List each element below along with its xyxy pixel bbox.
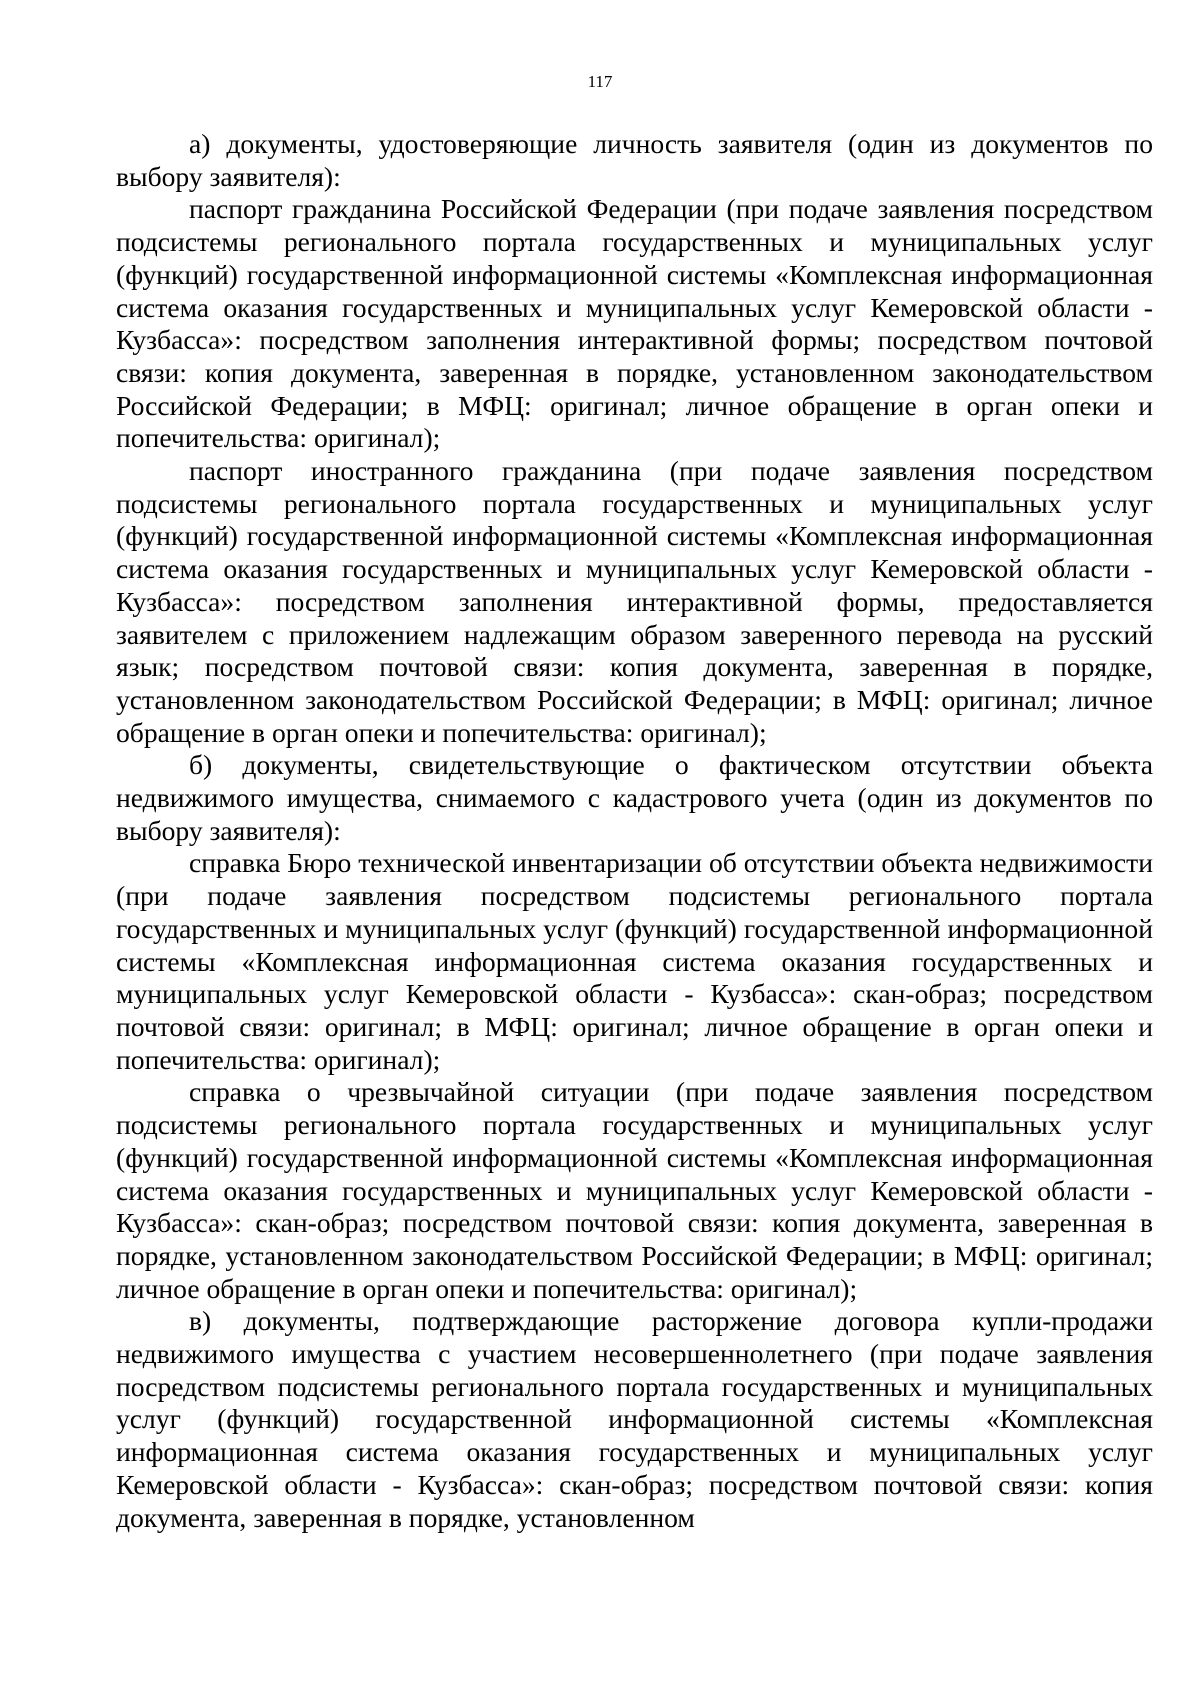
paragraph-emergency-certificate: справка о чрезвычайной ситуации (при подаче заявления посредством подсистемы регионального портала государственных и муниципальных услуг (функций) государственной информационной системы «Комплексная информационная система оказания государственных и муниципальных услуг Кемеровской области - Кузбасса»: скан-образ; посредством почтовой связи: копия документа, заверенная в порядке, установленном законодательством Российской Федерации; в МФЦ: оригинал; личное обращение в орган опеки и попечительства: оригинал); [116, 1076, 1153, 1304]
page-number: 117 [587, 72, 613, 91]
paragraph-absence-documents-heading: б) документы, свидетельствующие о фактическом отсутствии объекта недвижимого имущества, снимаемого с кадастрового учета (один из документов по выбору заявителя): [116, 749, 1153, 846]
document-body [116, 128, 1153, 1534]
paragraph-identity-documents-heading: а) документы, удостоверяющие личность заявителя (один из документов по выбору заявителя): [116, 128, 1153, 192]
paragraph-foreign-passport: паспорт иностранного гражданина (при подаче заявления посредством подсистемы регионального портала государственных и муниципальных услуг (функций) государственной информационной системы «Комплексная информационная система оказания государственных и муниципальных услуг Кемеровской области - Кузбасса»: посредством заполнения интерактивной формы, предоставляется заявителем с приложением надлежащим образом заверенного перевода на русский язык; посредством почтовой связи: копия документа, заверенная в порядке, установленном законодательством Российской Федерации; в МФЦ: оригинал; личное обращение в орган опеки и попечительства: оригинал); [116, 455, 1153, 748]
paragraph-contract-termination-documents: в) документы, подтверждающие расторжение договора купли-продажи недвижимого имущества с участием несовершеннолетнего (при подаче заявления посредством подсистемы регионального портала государственных и муниципальных услуг (функций) государственной информационной системы «Комплексная информационная система оказания государственных и муниципальных услуг Кемеровской области - Кузбасса»: скан-образ; посредством почтовой связи: копия документа, заверенная в порядке, установленном [116, 1305, 1153, 1533]
paragraph-russian-passport: паспорт гражданина Российской Федерации (при подаче заявления посредством подсистемы регионального портала государственных и муниципальных услуг (функций) государственной информационной системы «Комплексная информационная система оказания государственных и муниципальных услуг Кемеровской области - Кузбасса»: посредством заполнения интерактивной формы; посредством почтовой связи: копия документа, заверенная в порядке, установленном законодательством Российской Федерации; в МФЦ: оригинал; личное обращение в орган опеки и попечительства: оригинал); [116, 193, 1153, 454]
paragraph-bti-certificate: справка Бюро технической инвентаризации об отсутствии объекта недвижимости (при подаче заявления посредством подсистемы регионального портала государственных и муниципальных услуг (функций) государственной информационной системы «Комплексная информационная система оказания государственных и муниципальных услуг Кемеровской области - Кузбасса»: скан-образ; посредством почтовой связи: оригинал; в МФЦ: оригинал; личное обращение в орган опеки и попечительства: оригинал); [116, 847, 1153, 1075]
